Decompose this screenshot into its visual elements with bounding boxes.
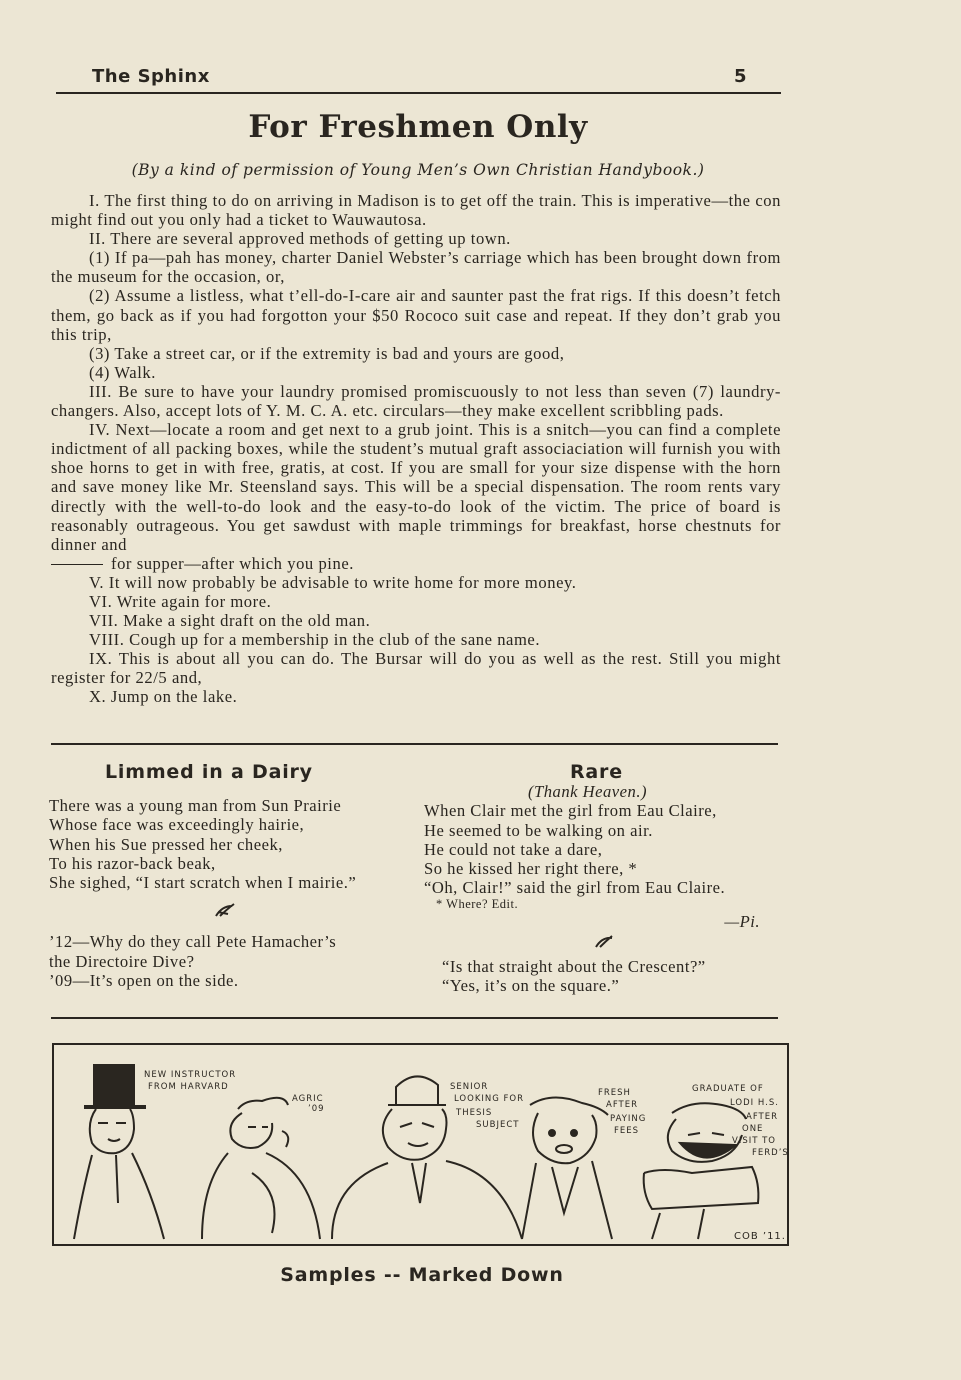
blank-dash: [51, 564, 103, 565]
joke-line: the Directoire Dive?: [49, 951, 195, 971]
poem-line: To his razor-back beak,: [49, 853, 216, 873]
cartoon-caption: Samples -- Marked Down: [280, 1264, 564, 1286]
cartoon-label: LOOKING FOR: [454, 1094, 525, 1104]
paragraph: (1) If pa—pah has money, charter Daniel Webster’s carriage which has been brought down from the museum for the occasion, or,: [51, 248, 781, 287]
cartoon-label: SUBJECT: [476, 1120, 520, 1130]
agric-figure: [202, 1098, 320, 1239]
paragraph-text: for supper—after which you pine.: [111, 553, 354, 573]
article-title: For Freshmen Only: [248, 109, 588, 145]
section-rule: [51, 1017, 778, 1019]
ornament-icon: [49, 902, 411, 924]
cartoon-label: AGRIC: [292, 1094, 324, 1104]
article-subtitle: (By a kind of permission of Young Men’s Own Christian Handybook.): [131, 161, 705, 179]
cartoon-label: FEES: [614, 1126, 640, 1136]
poem-line: “Oh, Clair!” said the girl from Eau Claire.: [424, 878, 726, 898]
article-body: [51, 191, 781, 707]
paragraph-supper: [51, 554, 781, 573]
header-rule: [56, 92, 781, 94]
paragraph: II. There are several approved methods of getting up town.: [89, 229, 511, 249]
right-subtitle: (Thank Heaven.): [528, 782, 648, 802]
joke-line: ’09—It’s open on the side.: [49, 970, 239, 990]
footnote: * Where? Edit.: [436, 897, 519, 912]
cartoon-label: FRESH: [598, 1088, 631, 1098]
poem-line: She sighed, “I start scratch when I mairie.”: [49, 873, 357, 893]
artist-signature: COB ’11.: [734, 1231, 786, 1242]
paragraph: (2) Assume a listless, what t’ell-do-I-care air and saunter past the frat rigs. If this doesn’t fetch them, go back as if you had forgotton your $50 Rococo suit case and repeat. If they don’t grab you this trip,: [51, 286, 781, 344]
cartoon-label: FERD’S: [752, 1148, 789, 1158]
paragraph: (3) Take a street car, or if the extremity is bad and yours are good,: [89, 343, 565, 363]
signature: —Pi.: [724, 912, 760, 932]
paragraph: X. Jump on the lake.: [89, 687, 238, 707]
poem-line: So he kissed her right there, *: [424, 859, 638, 879]
right-title: Rare: [570, 761, 623, 783]
paragraph: I. The first thing to do on arriving in Madison is to get off the train. This is imperative—the con might find out you only had a ticket to Wauwautosa.: [51, 191, 781, 230]
poem-line: He seemed to be walking on air.: [424, 820, 653, 840]
right-column: [424, 763, 780, 995]
running-header-title: The Sphinx: [92, 66, 210, 87]
cartoon-label: ONE: [742, 1124, 764, 1134]
joke-line: “Yes, it’s on the square.”: [442, 976, 620, 996]
paragraph: VII. Make a sight draft on the old man.: [89, 611, 371, 631]
cartoon-label: AFTER: [746, 1112, 779, 1122]
paragraph: III. Be sure to have your laundry promised promiscuously to not less than seven (7) laundry-changers. Also, accept lots of Y. M. C. A. etc. circulars—they make excellent scribbling pads.: [51, 381, 781, 421]
cartoon-label: GRADUATE OF: [692, 1084, 764, 1094]
cartoon-drawing: [52, 1043, 789, 1246]
joke-line: “Is that straight about the Crescent?”: [442, 956, 706, 976]
cartoon-label: NEW INSTRUCTOR: [144, 1070, 237, 1080]
joke-line: ’12—Why do they call Pete Hamacher’s: [49, 932, 337, 952]
cartoon-label: PAYING: [610, 1114, 647, 1124]
cartoon-label: VISIT TO: [732, 1136, 777, 1146]
cartoon-label: FROM HARVARD: [148, 1082, 229, 1092]
cartoon-illustration: [52, 1043, 789, 1246]
paragraph: IX. This is about all you can do. The Bursar will do you as well as the rest. Still you might register for 22/5 and,: [51, 649, 781, 688]
paragraph: IV. Next—locate a room and get next to a grub joint. This is a snitch—you can find a complete indictment of all packing boxes, while the student’s mutual graft associaciation will furnish you with shoe horns to get in with free, gratis, at cost. If you are small for your size dispense with the horn and save money like Mr. Steensland says. This will be a special dispensation. The room rents vary directly with the well-to-do look and the easy-to-do look of the victim. The price of board is reasonably outrageous. You get sawdust with maple trimmings for breakfast, horse chestnuts for dinner and: [51, 420, 781, 554]
ornament-icon: [424, 934, 780, 953]
poem-line: He could not take a dare,: [424, 839, 603, 859]
left-title: Limmed in a Dairy: [105, 761, 313, 783]
cartoon-label: LODI H.S.: [730, 1098, 779, 1108]
cartoon-label: THESIS: [456, 1108, 493, 1118]
paragraph: VIII. Cough up for a membership in the club of the sane name.: [89, 630, 541, 650]
poem-line: There was a young man from Sun Prairie: [49, 796, 342, 816]
section-rule: [51, 743, 778, 745]
cartoon-label: ’09: [308, 1104, 325, 1114]
paragraph: VI. Write again for more.: [89, 591, 272, 611]
left-column: [49, 763, 411, 990]
poem-line: Whose face was exceedingly hairie,: [49, 815, 305, 835]
poem-line: When his Sue pressed her cheek,: [49, 834, 283, 854]
cartoon-label: SENIOR: [450, 1082, 489, 1092]
poem-line: When Clair met the girl from Eau Claire,: [424, 801, 717, 821]
page-number: 5: [734, 66, 747, 87]
cartoon-label: AFTER: [606, 1100, 639, 1110]
fresh-figure: [522, 1097, 612, 1239]
paragraph: (4) Walk.: [89, 362, 156, 382]
paragraph: V. It will now probably be advisable to write home for more money.: [89, 572, 577, 592]
